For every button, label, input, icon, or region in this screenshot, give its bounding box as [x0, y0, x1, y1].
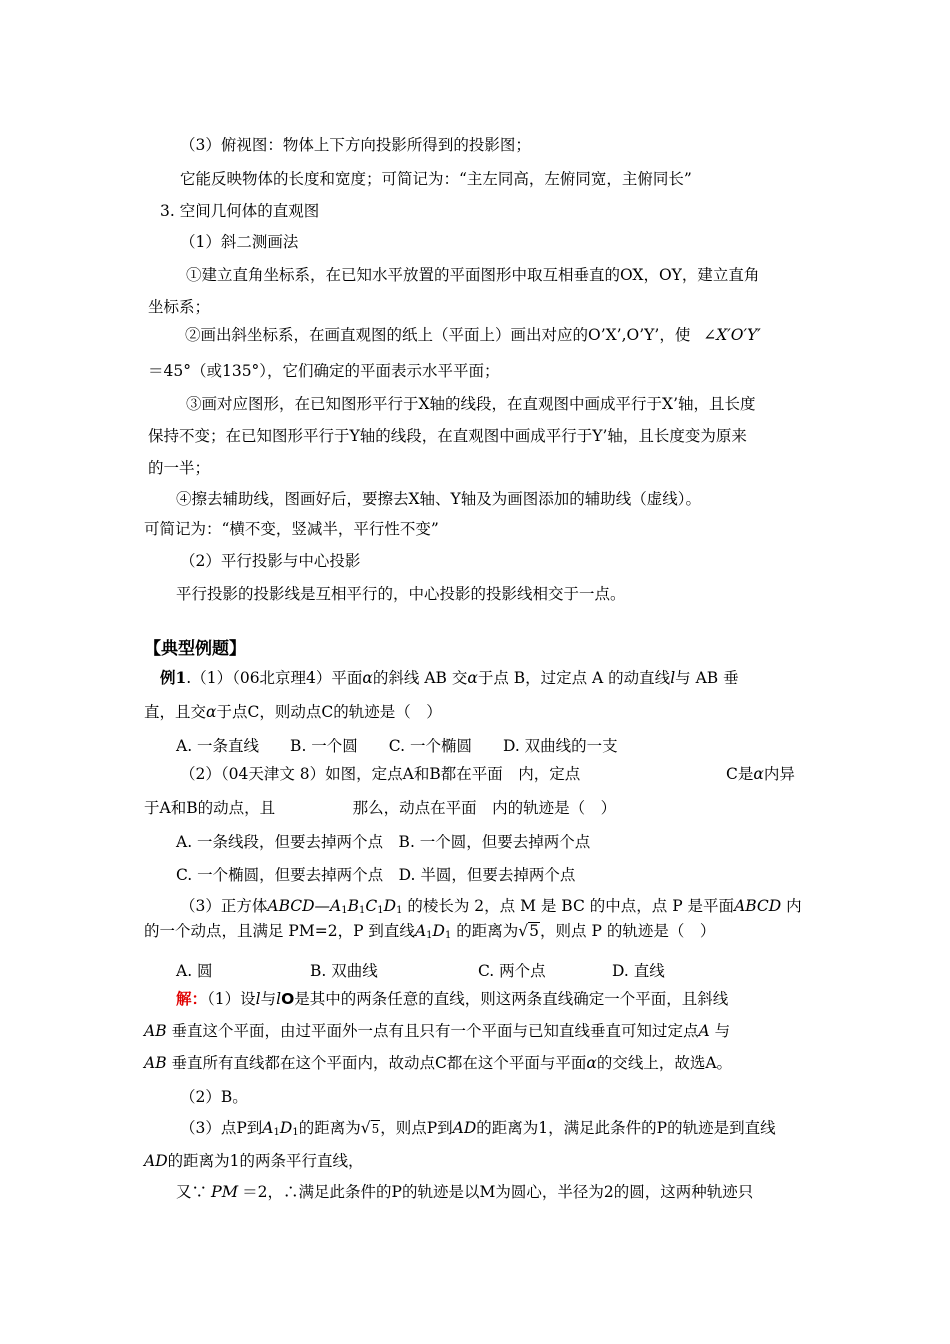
text-span: 垂直这个平面，由过平面外一点有且只有一个平面与已知直线垂直可知过定点: [166, 1022, 699, 1040]
alpha-symbol: α: [467, 669, 478, 687]
text-span: A: [698, 1022, 710, 1040]
subscript: 1: [426, 930, 433, 941]
text-line: 于A和B的动点，且 那么，动点在平面 内的轨迹是（ ）: [144, 799, 617, 817]
text-span: AD: [144, 1152, 168, 1170]
text-line: （3）点P到$A_1D_1$的距离为√5，则点P到AD的距离为1，满足此条件的P的轨迹是到直线: [180, 1119, 776, 1138]
text-span: 与 AB 垂: [675, 669, 739, 687]
text-line: （2）（04天津文 8）如图，定点A和B都在平面 内，定点: [180, 765, 581, 783]
answer-option-a: [176, 960, 213, 982]
text-span: A: [262, 1119, 274, 1137]
answer-options: A. 一条线段，但要去掉两个点 B. 一个圆，但要去掉两个点: [176, 833, 591, 851]
text-span: 内: [781, 897, 802, 915]
text-line: 可简记为：“横不变，竖减半，平行性不变”: [144, 520, 439, 538]
answer-option-d: D. 直线: [612, 962, 665, 980]
text-line: [180, 895, 802, 922]
text-span: AB: [144, 1054, 167, 1072]
text-span: .（1）（06北京理4）平面: [186, 669, 363, 687]
text-line: 的一半；: [148, 459, 211, 477]
text-span: 与: [260, 990, 277, 1008]
text-span: （3）点P到: [180, 1119, 263, 1137]
text-span: 是其中的两条任意的直线，则这两条直线确定一个平面，且斜线: [294, 990, 729, 1008]
subscript: 1: [396, 905, 403, 916]
subscript: 1: [341, 905, 348, 916]
answer-option-c: C. 两个点: [478, 962, 546, 980]
text-span: 又∵: [176, 1183, 208, 1201]
text-span: 圆: [192, 962, 213, 980]
text-line: ①建立直角坐标系，在已知水平放置的平面图形中取互相垂直的OX，OY，建立直角: [186, 266, 760, 284]
text-line: [176, 1181, 753, 1203]
text-line: [144, 1020, 730, 1042]
subscript: 1: [359, 905, 366, 916]
text-line: 的一个动点，且满足 PM=2，P 到直线$A_1D_1$ 的距离为√5，则点 P 的轨迹是（ ）: [144, 922, 716, 941]
text-line: [144, 1052, 732, 1074]
section-title: 3. 空间几何体的直观图: [160, 202, 320, 220]
text-span: （1）设: [207, 990, 256, 1008]
text-line: （3）俯视图：物体上下方向投影所得到的投影图；: [180, 136, 531, 154]
subscript: 1: [377, 905, 384, 916]
text-span: 的距离为1，满足此条件的P的轨迹是到直线: [476, 1119, 776, 1137]
answer-option-b: B. 双曲线: [310, 962, 378, 980]
text-span: 垂直所有直线都在这个平面内，故动点C都在这个平面与平面: [166, 1054, 587, 1072]
subscript: 1: [444, 930, 452, 941]
text-line: ＝45°（或135°），它们确定的平面表示水平平面；: [148, 362, 500, 380]
text-line: [185, 324, 761, 346]
text-span: 于点C，则动点C的轨迹是（ ）: [216, 703, 442, 721]
text-span: 的距离为: [298, 1119, 361, 1137]
text-span: 的交线上，故选A。: [596, 1054, 733, 1072]
text-span: ＝2，∴满足此条件的P的轨迹是以M为圆心，半径为2的圆，这两种轨迹只: [242, 1183, 754, 1201]
text-span: PM: [211, 1182, 239, 1201]
text-span: 的一个动点，且满足 PM=2，P 到直线: [144, 922, 415, 940]
text-span: D: [383, 897, 397, 915]
text-span: 于点 B，过定点 A 的动直线: [477, 669, 671, 687]
text-span: C是: [726, 765, 754, 783]
text-line: [160, 667, 739, 689]
text-span: A.: [176, 962, 193, 980]
text-span: ②画出斜坐标系，在画直观图的纸上（平面上）画出对应的O’X’,O’Y’，使: [185, 326, 691, 344]
text-span: 直，且交: [144, 703, 207, 721]
text-span: 内异: [763, 765, 795, 783]
text-line: [176, 988, 728, 1010]
text-line: [726, 763, 795, 785]
text-span: ABCD: [734, 897, 782, 915]
subscript: 1: [292, 1127, 299, 1138]
section-heading: 【典型例题】: [144, 639, 246, 659]
ell-symbol: l: [255, 990, 261, 1008]
text-span: A: [414, 922, 427, 940]
subscript: 1: [273, 1127, 280, 1138]
subsection-title: （1）斜二测画法: [180, 233, 299, 251]
text-line: ④擦去辅助线，图画好后，要擦去X轴、Y轴及为画图添加的辅助线（虚线）。: [176, 490, 702, 508]
sqrt-radicand: 5: [371, 1122, 380, 1136]
alpha-symbol: α: [206, 703, 217, 721]
text-span: 的距离为: [451, 922, 519, 940]
text-span: ABCD—A: [267, 897, 342, 915]
subsection-title: （2）平行投影与中心投影: [180, 552, 361, 570]
text-span: D: [279, 1119, 293, 1137]
ell-symbol: l: [670, 669, 676, 687]
text-line: 坐标系；: [148, 298, 211, 316]
text-span: （3）正方体: [180, 897, 268, 915]
math-angle: ∠X′O′Y′: [703, 326, 761, 344]
text-span: 的距离为1的两条平行直线，: [167, 1152, 364, 1170]
answer-options: A. 一条直线 B. 一个圆 C. 一个椭圆 D. 双曲线的一支: [176, 737, 618, 755]
text-span: D: [432, 922, 445, 940]
text-span: ，则点 P 的轨迹是（ ）: [540, 922, 716, 940]
text-span: C: [365, 897, 378, 915]
text-span: AB: [144, 1022, 167, 1040]
text-line: [144, 1150, 364, 1172]
alpha-symbol: α: [753, 765, 764, 783]
alpha-symbol: α: [362, 669, 373, 687]
text-line: （2）B。: [180, 1088, 248, 1106]
text-line: 它能反映物体的长度和宽度；可简记为：“主左同高，左俯同宽，主俯同长”: [180, 170, 692, 188]
text-span: B: [347, 897, 359, 915]
text-span: ，则点P到: [380, 1119, 453, 1137]
example-label: 例1: [160, 668, 187, 687]
text-span: 的棱长为 2，点 M 是 BC 的中点，点 P 是平面: [402, 897, 735, 915]
text-line: 平行投影的投影线是互相平行的，中心投影的投影线相交于一点。: [176, 585, 626, 603]
solution-label: 解：: [176, 989, 208, 1008]
text-line: [144, 701, 442, 723]
answer-options: C. 一个椭圆，但要去掉两个点 D. 半圆，但要去掉两个点: [176, 866, 576, 884]
text-line: ③画对应图形，在已知图形平行于X轴的线段，在直观图中画成平行于X’轴，且长度: [186, 395, 756, 413]
sqrt-radicand: 5: [529, 922, 540, 940]
text-span: 与: [709, 1022, 731, 1040]
circle-glyph: O: [281, 990, 295, 1008]
text-line: 保持不变；在已知图形平行于Y轴的线段，在直观图中画成平行于Y’轴，且长度变为原来: [148, 427, 747, 445]
ell-symbol: l: [276, 990, 282, 1008]
alpha-symbol: α: [586, 1054, 597, 1072]
text-span: 的斜线 AB 交: [372, 669, 468, 687]
text-span: AD: [452, 1119, 477, 1137]
